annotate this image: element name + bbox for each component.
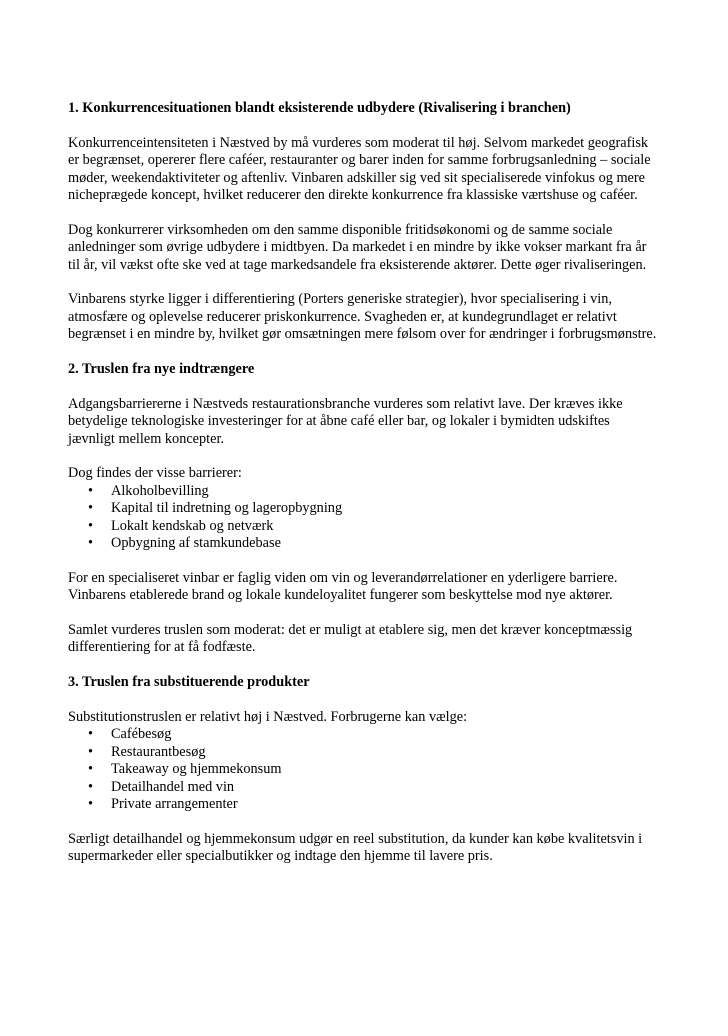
bullet-icon: • <box>88 796 94 813</box>
bullet-icon: • <box>88 500 94 517</box>
bullet-icon: • <box>88 778 94 795</box>
list-intro: Dog findes der visse barrierer: <box>68 465 242 482</box>
bullet-icon: • <box>88 743 94 760</box>
bullet-icon: • <box>88 761 94 778</box>
list-intro: Substitutionstruslen er relativt høj i Næstved. Forbrugerne kan vælge: <box>68 709 468 726</box>
list-item: • Takeaway og hjemmekonsum <box>88 761 282 778</box>
paragraph: Konkurrenceintensiteten i Næstved by må vurderes som moderat til høj. Selvom markedet geografisk er begrænset, opererer flere caféer, restauranter og barer inden for samme forbrugsanledning – sociale møder, weekendaktiviteter og aftenliv. Vinbaren adskiller sig ved sit specialiserede vinfokus og mere nicheprægede koncept, hvilket reducerer den direkte konkurrence fra klassiske værtshuse og caféer. <box>68 134 651 204</box>
bullet-icon: • <box>88 517 94 534</box>
bullet-icon: • <box>88 535 94 552</box>
list-item: • Private arrangementer <box>88 796 238 813</box>
section-heading: 3. Truslen fra substituerende produkter <box>68 674 310 691</box>
barrier-list <box>68 483 660 553</box>
document-page <box>68 100 660 866</box>
list-item: • Alkoholbevilling <box>88 482 209 499</box>
section-rivalry <box>68 100 660 344</box>
list-item: • Detailhandel med vin <box>88 778 235 795</box>
paragraph: Vinbarens styrke ligger i differentiering (Porters generiske strategier), hvor specialisering i vin, atmosfære og oplevelse reducerer priskonkurrence. Svagheden er, at kundegrundlaget er relativt begrænset i en mindre by, hvilket gør omsætningen mere følsom over for ændringer i forbrugsmønstre. <box>68 291 657 343</box>
section-new-entrants <box>68 361 660 657</box>
section-heading: 1. Konkurrencesituationen blandt eksisterende udbydere (Rivalisering i branchen) <box>68 100 571 116</box>
bullet-icon: • <box>88 726 94 743</box>
list-item: • Kapital til indretning og lageropbygning <box>88 500 343 517</box>
substitute-list <box>68 726 660 813</box>
paragraph: Dog konkurrerer virksomheden om den samme disponible fritidsøkonomi og de samme sociale anledninger som øvrige udbydere i midtbyen. Da markedet i en mindre by ikke vokser markant fra år til år, vil vækst ofte ske ved at tage markedsandele fra eksisterende aktører. Dette øger rivaliseringen. <box>68 221 647 273</box>
paragraph: Særligt detailhandel og hjemmekonsum udgør en reel substitution, da kunder kan købe kvalitetsvin i supermarkeder eller specialbutikker og indtage den hjemme til lavere pris. <box>68 830 643 865</box>
list-item: • Cafébesøg <box>88 726 172 743</box>
list-item: • Opbygning af stamkundebase <box>88 535 281 552</box>
paragraph: Adgangsbarriererne i Næstveds restaurationsbranche vurderes som relativt lave. Der kræves ikke betydelige teknologiske investeringer for at åbne café eller bar, og lokaler i bymidten udskiftes jævnligt mellem koncepter. <box>68 395 623 447</box>
bullet-icon: • <box>88 482 94 499</box>
list-item: • Lokalt kendskab og netværk <box>88 517 274 534</box>
section-substitutes <box>68 674 660 865</box>
section-heading: 2. Truslen fra nye indtrængere <box>68 361 255 378</box>
paragraph: Samlet vurderes truslen som moderat: det er muligt at etablere sig, men det kræver konceptmæssig differentiering for at få fodfæste. <box>68 622 633 656</box>
paragraph: For en specialiseret vinbar er faglig viden om vin og leverandørrelationer en yderligere barriere. Vinbarens etablerede brand og lokale kundeloyalitet fungerer som beskyttelse mod nye aktører. <box>68 569 618 604</box>
list-item: • Restaurantbesøg <box>88 743 206 760</box>
